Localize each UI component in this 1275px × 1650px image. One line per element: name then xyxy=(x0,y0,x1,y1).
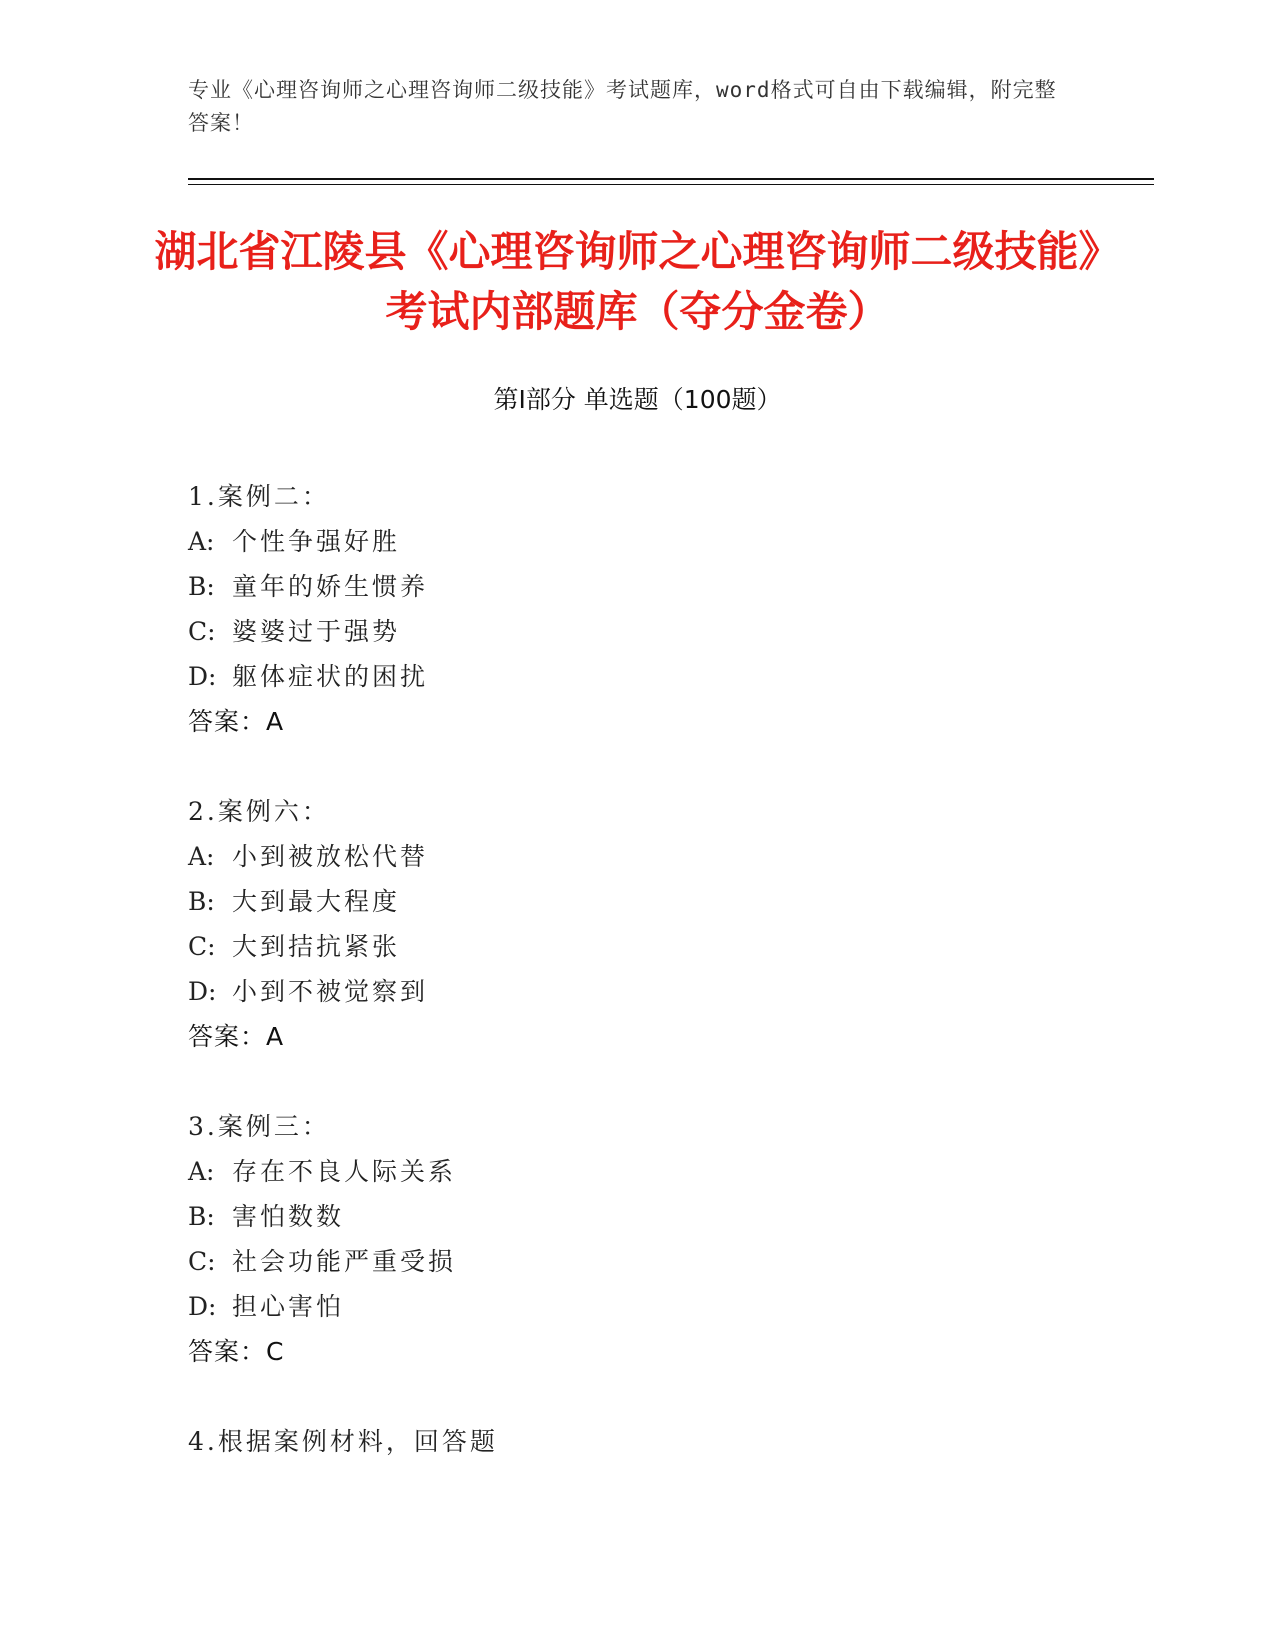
answer-line: 答案：A xyxy=(188,1022,285,1051)
header-note: 专业《心理咨询师之心理咨询师二级技能》考试题库，word格式可自由下载编辑，附完整答案！ xyxy=(188,78,1057,135)
option-text: 个性争强好胜 xyxy=(232,527,401,556)
option-c xyxy=(188,924,1148,969)
option-key: C: xyxy=(188,617,216,646)
option-b xyxy=(188,1194,1148,1239)
option-text: 大到拮抗紧张 xyxy=(232,932,401,961)
option-c xyxy=(188,609,1148,654)
option-text: 躯体症状的困扰 xyxy=(232,662,429,691)
option-text: 害怕数数 xyxy=(232,1202,345,1231)
option-a xyxy=(188,834,1148,879)
header-rule-thin xyxy=(188,184,1154,185)
option-key: A: xyxy=(188,1157,215,1186)
option-text: 社会功能严重受损 xyxy=(232,1247,457,1276)
question-1 xyxy=(188,474,1148,744)
option-d xyxy=(188,969,1148,1014)
question-2 xyxy=(188,789,1148,1059)
option-a xyxy=(188,519,1148,564)
option-text: 小到被放松代替 xyxy=(232,842,429,871)
question-list xyxy=(188,474,1148,1509)
option-d xyxy=(188,1284,1148,1329)
option-key: B: xyxy=(188,887,215,916)
option-c xyxy=(188,1239,1148,1284)
option-b xyxy=(188,879,1148,924)
option-text: 担心害怕 xyxy=(232,1292,345,1321)
option-d xyxy=(188,654,1148,699)
question-stem: 1.案例二： xyxy=(188,482,330,511)
question-stem: 2.案例六： xyxy=(188,797,330,826)
question-stem: 3.案例三： xyxy=(188,1112,330,1141)
option-key: D: xyxy=(188,1292,217,1321)
answer-line: 答案：C xyxy=(188,1337,285,1366)
section-title: 第Ⅰ部分 单选题（100题） xyxy=(493,385,782,414)
answer-line: 答案：A xyxy=(188,707,285,736)
option-text: 存在不良人际关系 xyxy=(232,1157,457,1186)
option-key: C: xyxy=(188,932,216,961)
option-key: A: xyxy=(188,527,215,556)
option-key: B: xyxy=(188,1202,215,1231)
header-rule-thick xyxy=(188,178,1154,180)
option-key: A: xyxy=(188,842,215,871)
option-key: D: xyxy=(188,977,217,1006)
option-text: 婆婆过于强势 xyxy=(232,617,401,646)
option-key: D: xyxy=(188,662,217,691)
option-text: 小到不被觉察到 xyxy=(232,977,429,1006)
option-key: B: xyxy=(188,572,215,601)
question-3 xyxy=(188,1104,1148,1374)
option-key: C: xyxy=(188,1247,216,1276)
option-text: 大到最大程度 xyxy=(232,887,401,916)
option-a xyxy=(188,1149,1148,1194)
question-stem: 4.根据案例材料，回答题 xyxy=(188,1427,498,1456)
document-title: 湖北省江陵县《心理咨询师之心理咨询师二级技能》考试内部题库（夺分金卷） xyxy=(154,227,1121,336)
option-text: 童年的娇生惯养 xyxy=(232,572,429,601)
option-b xyxy=(188,564,1148,609)
question-4 xyxy=(188,1419,1148,1464)
